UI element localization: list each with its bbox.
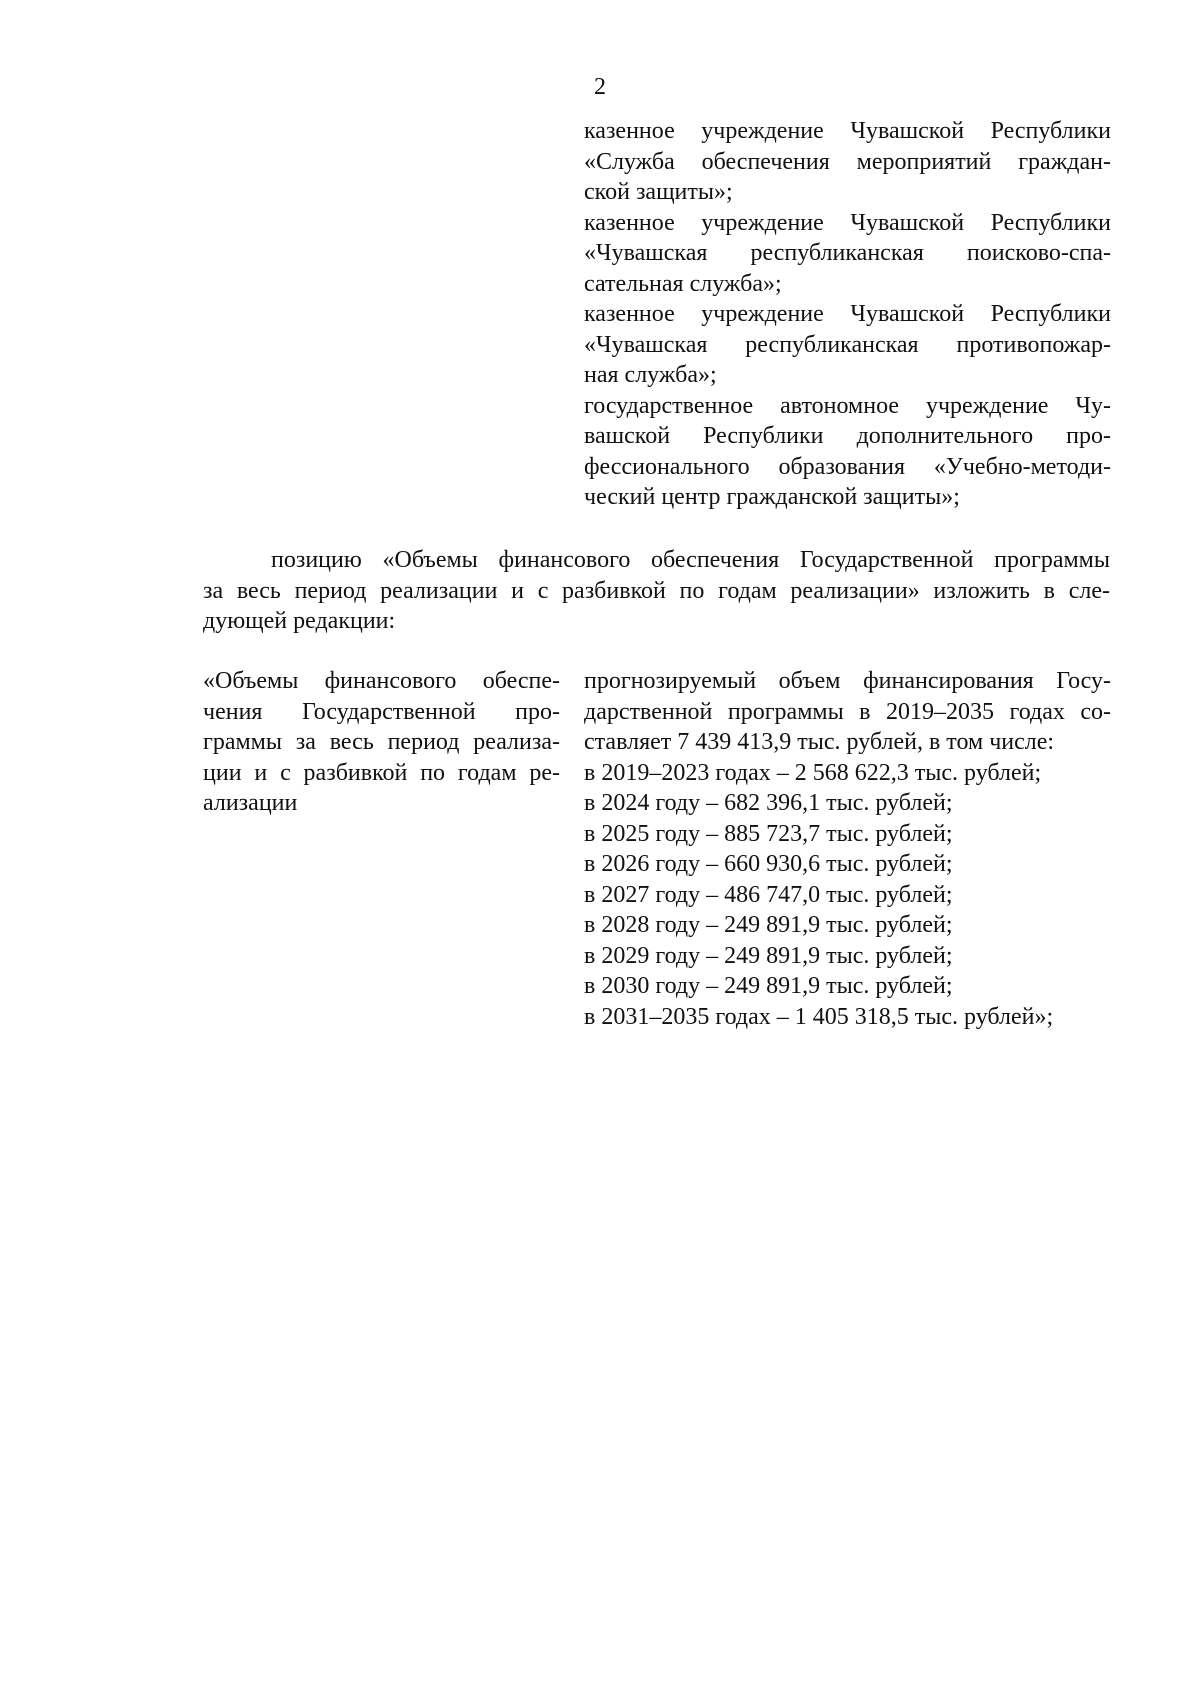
table-right-line: в 2025 году – 885 723,7 тыс. рублей; [584,820,953,847]
table-right-line: в 2030 году – 249 891,9 тыс. рублей; [584,973,953,999]
paragraph-line: за весь период реализации и с разбивкой по годам реализации» изложить в сле- [203,577,1110,604]
paragraph-line: дующей редакции: [203,608,396,634]
institution-line: государственное автономное учреждение Чу- [584,392,1111,419]
table-left-line: ализации [203,790,298,816]
institution-line: сательная служба»; [584,270,782,297]
institution-line: казенное учреждение Чувашской Республики [584,209,1111,236]
table-left-line: чения Государственной про- [203,698,560,725]
institution-line: «Чувашская республиканская поисково-спа- [584,240,1111,266]
table-right-line: прогнозируемый объем финансирования Госу- [584,668,1111,694]
institution-line: фессионального образования «Учебно-методи- [584,453,1111,480]
table-left-line: «Объемы финансового обеспе- [203,668,560,694]
institution-line: ная служба»; [584,362,717,388]
institution-line: вашской Республики дополнительного про- [584,423,1111,449]
table-left-cell [203,666,560,819]
institutions-list [584,116,1111,513]
table-right-cell [584,666,1111,1032]
paragraph-line: позицию «Объемы финансового обеспечения Государственной программы [271,547,1110,573]
table-right-line: в 2024 году – 682 396,1 тыс. рублей; [584,790,953,816]
amendment-paragraph [203,545,1110,637]
table-right-line: ставляет 7 439 413,9 тыс. рублей, в том числе: [584,729,1055,755]
institution-line: ской защиты»; [584,179,733,205]
table-left-line: ции и с разбивкой по годам ре- [203,759,560,786]
institution-line: «Служба обеспечения мероприятий граждан- [584,148,1111,175]
table-right-line: в 2019–2023 годах – 2 568 622,3 тыс. рублей; [584,759,1042,786]
institution-line: «Чувашская республиканская противопожар- [584,331,1111,358]
institution-line: казенное учреждение Чувашской Республики [584,301,1111,327]
institution-line: ческий центр гражданской защиты»; [584,484,960,510]
table-right-line: в 2026 году – 660 930,6 тыс. рублей; [584,851,953,877]
table-right-line: в 2031–2035 годах – 1 405 318,5 тыс. рублей»; [584,1003,1054,1030]
institution-line: казенное учреждение Чувашской Республики [584,118,1111,144]
table-right-line: в 2029 году – 249 891,9 тыс. рублей; [584,942,953,969]
table-right-line: в 2028 году – 249 891,9 тыс. рублей; [584,912,953,938]
table-right-line: дарственной программы в 2019–2035 годах со- [584,698,1111,725]
table-right-line: в 2027 году – 486 747,0 тыс. рублей; [584,881,953,908]
page-number: 2 [594,74,606,100]
table-left-line: граммы за весь период реализа- [203,729,560,755]
